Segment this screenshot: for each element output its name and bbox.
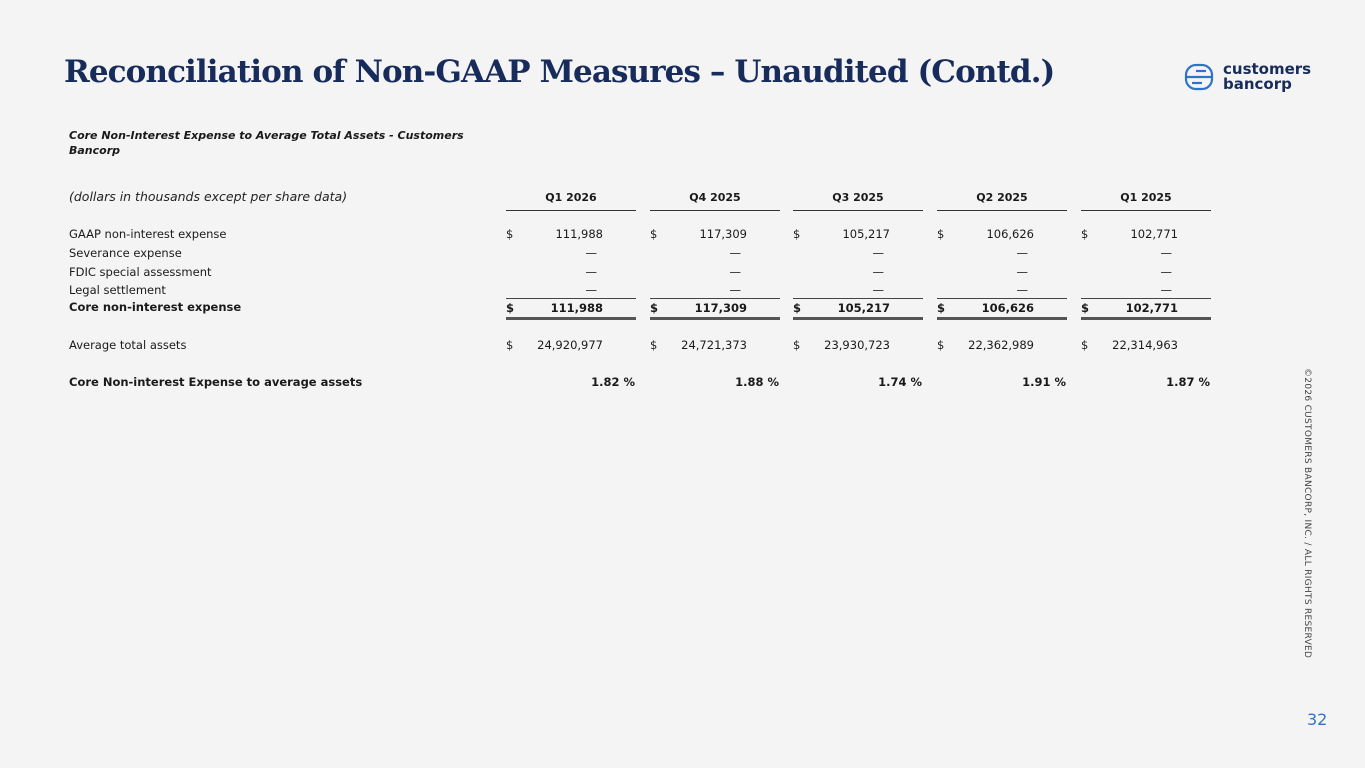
table-cell [793,244,923,262]
table-cell [506,263,636,281]
table-cell [937,336,1067,354]
table-cell [937,263,1067,281]
cell-value: 22,314,963 [1112,338,1178,352]
currency-symbol: $ [650,338,658,352]
currency-symbol: $ [937,227,945,241]
row-label: Legal settlement [69,283,166,297]
table-cell [650,263,780,281]
currency-symbol: $ [650,301,659,315]
currency-symbol: $ [1081,227,1089,241]
row-label: Average total assets [69,338,187,352]
copyright-notice: ©2026 CUSTOMERS BANCORP, INC. / ALL RIGHTS RESERVED [1302,368,1312,659]
currency-symbol: $ [793,338,801,352]
cell-value: 105,217 [842,227,890,241]
table-cell [937,298,1067,317]
currency-symbol: $ [937,338,945,352]
table-cell [1081,244,1211,262]
column-header-q4-2025: Q4 2025 [650,191,780,211]
table-cell [793,225,923,243]
cell-value: 106,626 [986,227,1034,241]
column-header-q1-2025: Q1 2025 [1081,191,1211,211]
currency-symbol: $ [1081,338,1089,352]
table-row-average-total-assets [0,336,1365,354]
cell-value: 1.87 % [1166,375,1210,389]
table-cell [506,336,636,354]
cell-value: — [1160,283,1172,297]
cell-value: 22,362,989 [968,338,1034,352]
cell-value: — [872,246,884,260]
currency-symbol: $ [1081,301,1090,315]
cell-value: 117,309 [699,227,747,241]
table-cell [937,244,1067,262]
table-cell [793,298,923,317]
double-underline [506,317,636,320]
column-header-q2-2025: Q2 2025 [937,191,1067,211]
cell-value: — [585,283,597,297]
cell-value: 111,988 [550,301,603,315]
cell-value: — [1160,246,1172,260]
cell-value: — [872,283,884,297]
page-number: 32 [1307,710,1328,729]
cell-value: 1.91 % [1022,375,1066,389]
cell-value: 102,771 [1125,301,1178,315]
currency-symbol: $ [506,338,514,352]
cell-value: 111,988 [555,227,603,241]
page-title: Reconciliation of Non-GAAP Measures – Unaudited (Contd.) [64,54,1055,90]
table-cell [793,336,923,354]
table-cell [793,263,923,281]
table-cell [506,225,636,243]
table-cell [506,373,636,391]
table-cell [650,373,780,391]
currency-symbol: $ [793,227,801,241]
table-subtitle: Core Non-Interest Expense to Average Total Assets - Customers Bancorp [69,129,464,157]
cell-value: 23,930,723 [824,338,890,352]
row-label: FDIC special assessment [69,265,212,279]
table-cell [650,244,780,262]
cell-value: — [729,246,741,260]
table-cell [506,281,636,299]
row-label: Core Non-interest Expense to average assets [69,375,363,389]
cell-value: 24,920,977 [537,338,603,352]
row-label: GAAP non-interest expense [69,227,227,241]
table-cell [1081,263,1211,281]
cell-value: 1.82 % [591,375,635,389]
table-row-core-non-interest-expense [0,298,1365,316]
table-cell [937,225,1067,243]
column-header-q1-2026: Q1 2026 [506,191,636,211]
cell-value: 117,309 [694,301,747,315]
table-cell [1081,281,1211,299]
currency-symbol: $ [506,227,514,241]
cell-value: — [1160,265,1172,279]
table-cell [793,281,923,299]
double-underline [937,317,1067,320]
cell-value: 105,217 [837,301,890,315]
table-cell [650,281,780,299]
cell-value: — [1016,265,1028,279]
double-underline [1081,317,1211,320]
cell-value: 106,626 [981,301,1034,315]
double-underline [793,317,923,320]
table-row-legal-settlement [0,281,1365,299]
logo-text-line1: customers [1223,60,1312,78]
column-header-q3-2025: Q3 2025 [793,191,923,211]
cell-value: — [1016,283,1028,297]
currency-symbol: $ [506,301,515,315]
table-cell [793,373,923,391]
table-cell [650,336,780,354]
table-cell [506,298,636,317]
table-row-gaap-non-interest-expense [0,225,1365,243]
cell-value: — [585,246,597,260]
double-underline [650,317,780,320]
cell-value: — [585,265,597,279]
cell-value: — [729,265,741,279]
cell-value: 1.74 % [878,375,922,389]
table-cell [1081,298,1211,317]
table-cell [506,244,636,262]
table-cell [1081,373,1211,391]
logo-text-line2: bancorp [1223,75,1292,93]
currency-symbol: $ [650,227,658,241]
units-note: (dollars in thousands except per share data) [69,189,348,204]
table-cell [650,225,780,243]
table-row-severance-expense [0,244,1365,262]
cell-value: — [729,283,741,297]
table-cell [1081,336,1211,354]
cell-value: 1.88 % [735,375,779,389]
customers-bancorp-logo-icon [1184,62,1214,92]
row-label: Severance expense [69,246,182,260]
table-cell [1081,225,1211,243]
company-logo [1184,62,1311,92]
table-row-fdic-special-assessment [0,263,1365,281]
cell-value: 102,771 [1130,227,1178,241]
cell-value: 24,721,373 [681,338,747,352]
cell-value: — [872,265,884,279]
cell-value: — [1016,246,1028,260]
currency-symbol: $ [793,301,802,315]
table-cell [937,281,1067,299]
table-cell [937,373,1067,391]
table-cell [650,298,780,317]
currency-symbol: $ [937,301,946,315]
row-label: Core non-interest expense [69,300,242,314]
table-row-core-expense-to-average-assets [0,373,1365,391]
